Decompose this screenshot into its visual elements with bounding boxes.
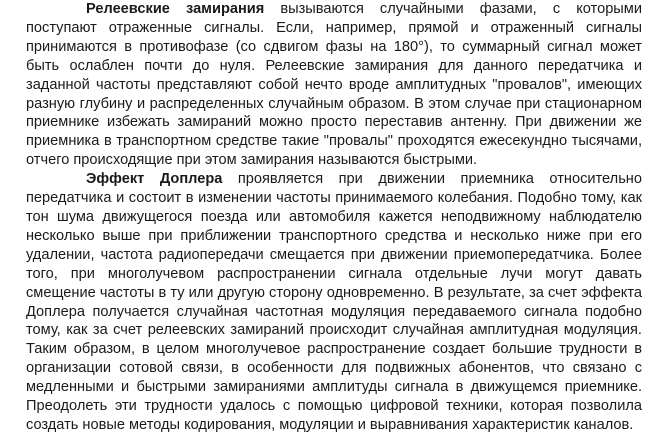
- term-doppler-effect: Эффект Доплера: [86, 171, 223, 188]
- paragraph-text: вызываются случайными фазами, с которыми поступают отраженные сигналы. Если, например, прямой и отраженный сигналы принимаются в противофазе (со сдвигом фазы на 180°), то суммарный сигнал может быть ослаблен почти до нуля. Релеевские замирания для данного передатчика и заданной частоты представляют собой нечто вроде амплитудных "провалов", имеющих разную глубину и распределенных случайным образом. В этом случае при стационарном приемнике избежать замираний можно просто переставив антенну. При движении же приемника в транспортном средстве такие "провалы" проходятся ежесекундно тысячами, отчего происходящие при этом замирания называются быстрыми.: [26, 1, 642, 169]
- term-rayleigh-fading: Релеевские замирания: [86, 1, 265, 17]
- paragraph-doppler-effect: [26, 170, 642, 435]
- paragraph-rayleigh-fading: [26, 0, 642, 170]
- paragraph-text: проявляется при движении приемника относительно передатчика и состоит в изменении частоты принимаемого колебания. Подобно тому, как тон шума движущегося поезда или автомобиля кажется неподвижному наблюдателю несколько выше при приближении транспортного средства и несколько ниже при его удалении, частота радиопередачи смещается при движении приемопередатчика. Более того, при многолучевом распространении сигнала отдельные лучи могут давать смещение частоты в ту или другую сторону одновременно. В результате, за счет эффекта Доплера получается случайная частотная модуляция передаваемого сигнала подобно тому, как за счет релеевских замираний происходит случайная амплитудная модуляция. Таким образом, в целом многолучевое распространение создает большие трудности в организации сотовой связи, в особенности для подвижных абонентов, что связано с медленными и быстрыми замираниями амплитуды сигнала в движущемся приемнике. Преодолеть эти трудности удалось с помощью цифровой техники, которая позволила создать новые методы кодирования, модуляции и выравнивания характеристик каналов.: [26, 171, 642, 433]
